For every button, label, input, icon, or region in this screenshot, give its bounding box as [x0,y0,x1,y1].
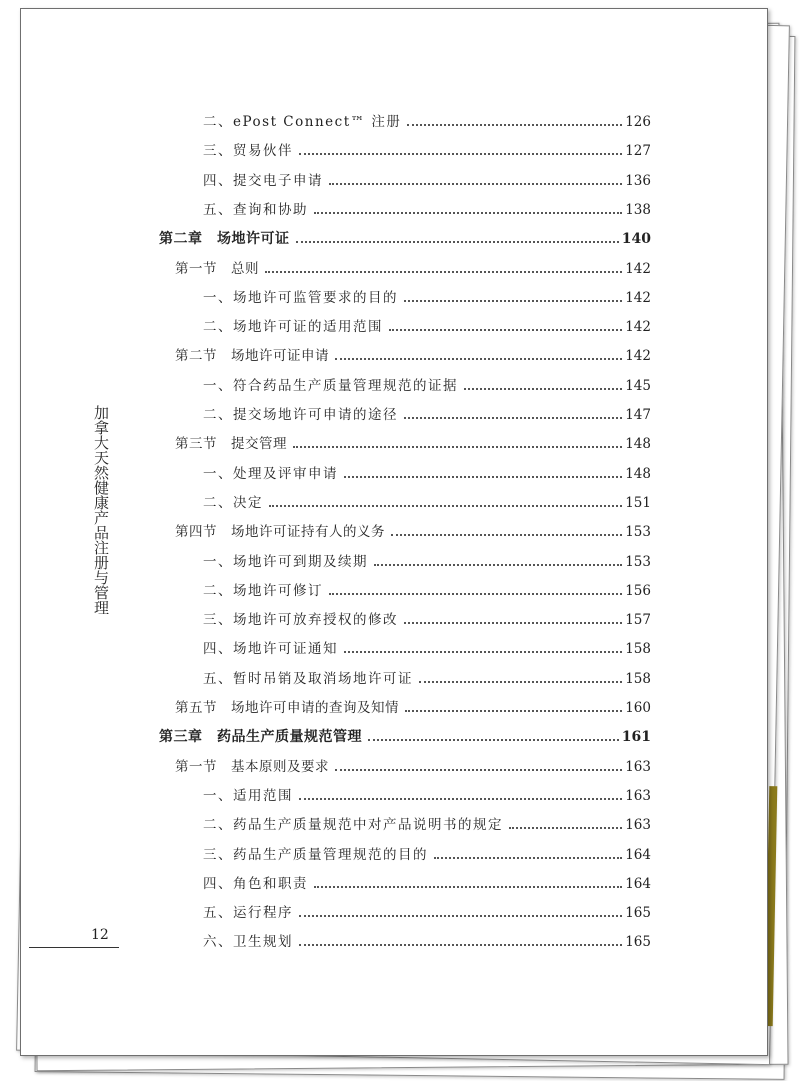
toc-entry-chapter[interactable] [159,724,651,746]
toc-entry-page: 142 [625,260,651,277]
toc-entry-title: 二、ePost Connect™ 注册 [203,114,402,130]
dot-leader [391,533,622,536]
toc-entry-section[interactable] [175,431,651,453]
toc-entry-item[interactable] [203,666,651,688]
toc-entry-title: 一、场地许可监管要求的目的 [203,289,398,306]
toc-entry-title: 第一节 总则 [175,260,259,277]
toc-entry-item[interactable] [203,373,651,395]
toc-entry-item[interactable] [203,929,651,951]
toc-entry-title: 三、贸易伙伴 [203,143,293,160]
toc-entry-page: 147 [625,407,651,423]
toc-entry-page: 163 [625,817,651,834]
toc-entry-page: 164 [625,875,651,892]
toc-entry-page: 136 [625,172,651,189]
toc-entry-title: 三、药品生产质量管理规范的目的 [203,846,428,863]
toc-entry-page: 153 [625,524,651,541]
table-of-contents [21,9,767,1055]
dot-leader [296,240,619,243]
dot-leader [269,504,622,507]
toc-entry-page: 160 [625,700,651,716]
dot-leader [344,650,622,653]
toc-entry-page: 145 [625,377,651,394]
toc-entry-item[interactable] [203,461,651,483]
toc-entry-page: 163 [625,758,651,775]
dot-leader [368,738,619,741]
toc-entry-page: 148 [625,436,651,453]
toc-entry-title: 五、暂时吊销及取消场地许可证 [203,670,413,687]
toc-entry-title: 二、提交场地许可申请的途径 [203,407,398,423]
dot-leader [434,856,622,859]
dot-leader [389,328,622,331]
toc-entry-item[interactable] [203,842,651,864]
toc-entry-section[interactable] [175,695,651,717]
toc-entry-item[interactable] [203,812,651,834]
dot-leader [299,943,622,946]
toc-entry-title: 第五节 场地许可申请的查询及知情 [175,700,399,716]
toc-entry-item[interactable] [203,197,651,219]
toc-entry-page: 142 [625,289,651,306]
toc-entry-title: 一、符合药品生产质量管理规范的证据 [203,377,458,394]
dot-leader [404,416,622,419]
toc-entry-title: 第四节 场地许可证持有人的义务 [175,524,385,541]
toc-entry-page: 142 [625,348,651,365]
toc-entry-page: 158 [625,641,651,658]
toc-entry-section[interactable] [175,519,651,541]
dot-leader [299,914,622,917]
toc-entry-title: 五、查询和协助 [203,201,308,218]
toc-entry-item[interactable] [203,490,651,512]
toc-entry-title: 二、场地许可修订 [203,582,323,599]
toc-entry-page: 142 [625,319,651,336]
toc-entry-item[interactable] [203,109,651,131]
running-title: 加拿大天然健康产品注册与管理 [92,405,110,615]
dot-leader [419,680,622,683]
toc-entry-title: 第一节 基本原则及要求 [175,758,329,775]
dot-leader [407,123,622,126]
toc-entry-item[interactable] [203,138,651,160]
toc-entry-page: 126 [625,114,651,130]
toc-entry-item[interactable] [203,607,651,629]
toc-entry-title: 二、药品生产质量规范中对产品说明书的规定 [203,817,503,834]
toc-entry-title: 五、运行程序 [203,905,293,922]
toc-entry-title: 六、卫生规划 [203,934,293,951]
toc-entry-section[interactable] [175,754,651,776]
dot-leader [404,299,622,302]
dot-leader [335,768,622,771]
toc-entry-page: 153 [625,553,651,570]
toc-entry-page: 127 [625,143,651,160]
toc-entry-title: 第三章 药品生产质量规范管理 [159,729,362,746]
toc-entry-title: 一、场地许可到期及续期 [203,553,368,570]
toc-entry-item[interactable] [203,900,651,922]
toc-entry-page: 164 [625,846,651,863]
document-page [20,8,768,1056]
toc-entry-item[interactable] [203,402,651,424]
toc-entry-page: 148 [625,465,651,482]
toc-entry-page: 157 [625,612,651,629]
toc-entry-title: 四、角色和职责 [203,875,308,892]
toc-entry-item[interactable] [203,636,651,658]
toc-entry-title: 一、处理及评审申请 [203,465,338,482]
toc-entry-title: 第二章 场地许可证 [159,231,290,248]
dot-leader [299,152,622,155]
toc-entry-item[interactable] [203,783,651,805]
toc-entry-title: 三、场地许可放弃授权的修改 [203,612,398,629]
toc-entry-item[interactable] [203,549,651,571]
dot-leader [344,475,622,478]
page-number: 12 [91,927,109,943]
toc-entry-title: 四、提交电子申请 [203,172,323,189]
toc-entry-section[interactable] [175,256,651,278]
dot-leader [374,563,622,566]
toc-entry-title: 第二节 场地许可证申请 [175,348,329,365]
toc-entry-title: 一、适用范围 [203,787,293,804]
toc-entry-chapter[interactable] [159,226,651,248]
toc-entry-item[interactable] [203,314,651,336]
toc-entry-page: 156 [625,582,651,599]
toc-entry-page: 163 [625,787,651,804]
dot-leader [314,885,622,888]
toc-entry-page: 140 [621,231,651,248]
toc-entry-title: 二、场地许可证的适用范围 [203,319,383,336]
toc-entry-page: 165 [625,905,651,922]
dot-leader [464,387,622,390]
toc-entry-page: 158 [625,670,651,687]
toc-entry-page: 138 [625,201,651,218]
toc-entry-page: 161 [621,729,651,746]
dot-leader [314,211,622,214]
toc-entry-item[interactable] [203,168,651,190]
toc-entry-item[interactable] [203,285,651,307]
toc-entry-title: 四、场地许可证通知 [203,641,338,658]
dot-leader [509,826,622,829]
dot-leader [335,357,622,360]
dot-leader [404,621,622,624]
toc-entry-page: 151 [625,494,651,511]
dot-leader [329,182,622,185]
toc-entry-page: 165 [625,934,651,951]
toc-entry-section[interactable] [175,343,651,365]
dot-leader [299,797,622,800]
toc-entry-title: 二、决定 [203,494,263,511]
dot-leader [405,709,622,712]
toc-entry-item[interactable] [203,871,651,893]
dot-leader [293,445,622,448]
dot-leader [265,270,622,273]
toc-entry-item[interactable] [203,578,651,600]
dot-leader [329,592,622,595]
toc-entry-title: 第三节 提交管理 [175,436,287,453]
